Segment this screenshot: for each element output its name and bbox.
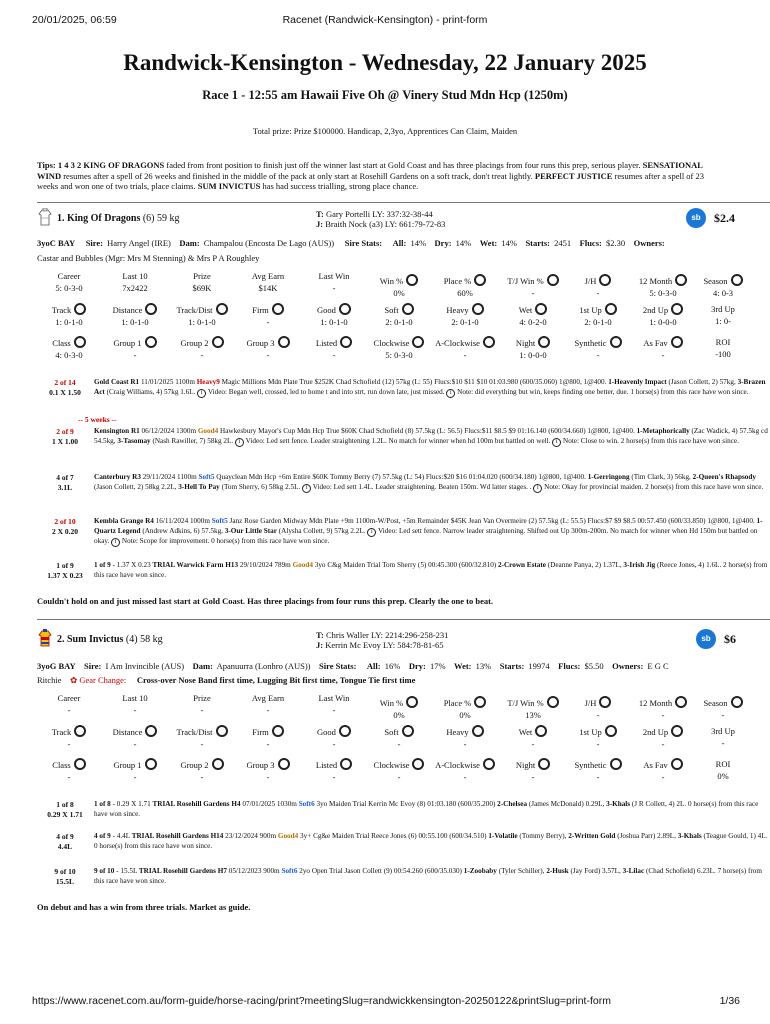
stat-prize: Prize - — [193, 693, 211, 715]
print-url: https://www.racenet.com.au/form-guide/horse-racing/print?meetingSlug=randwickkensington-20250122&printSlug=print-form — [32, 995, 611, 1007]
stat-wet: Wet - — [502, 725, 564, 750]
stat-up2: 2nd Up - — [632, 725, 694, 750]
stat-last10: Last 10 7x2422 — [122, 271, 148, 293]
info-icon[interactable] — [675, 696, 687, 708]
info-icon[interactable] — [340, 336, 352, 348]
runner-1-comment: Couldn't hold on and just missed last start at Gold Coast. Has three placings from four runs this prep. Clearly the one to beat. — [37, 596, 494, 606]
stat-prize: Prize $69K — [192, 271, 212, 293]
runner-2-name[interactable]: 2. Sum Invictus (4) 58 kg — [57, 634, 163, 645]
info-icon[interactable] — [272, 303, 284, 315]
stat-clockwise: Clockwise 5: 0-3-0 — [368, 336, 430, 361]
stat-up3: 3rd Up 1: 0- — [711, 304, 735, 326]
stat-listed: Listed - — [303, 336, 365, 361]
info-icon[interactable] — [547, 696, 559, 708]
info-icon[interactable] — [272, 725, 284, 737]
stat-asfav: As Fav - — [632, 758, 694, 783]
stat-wet: Wet 4: 0-2-0 — [518, 305, 547, 327]
jockey-silks-icon — [38, 629, 52, 647]
gear-icon: ✿ — [70, 675, 78, 685]
stat-clockwise: Clockwise - — [368, 758, 430, 783]
info-icon[interactable] — [412, 336, 424, 348]
stat-avg: Avg Earn - — [251, 693, 285, 715]
tips-paragraph: Tips: 1 4 3 2 KING OF DRAGONS faded from front position to finish just off the winner last start at Gold Coast and has three placings from four runs this prep, serious player. SENSATIONAL WIND resumes after a spell of 26 weeks and finished in the middle of the pack at only start at Rosehill Gardens on a soft track, don't treat lightly. PERFECT JUSTICE resumes after a spell of 23 weeks and won one of two trials, place claims. SUM INVICTUS has had success trialling, strong place chance. — [37, 160, 705, 191]
runner-2-odds[interactable]: $6 — [724, 632, 736, 646]
runner-2-info: 3yoG BAY Sire: I Am Invincible (AUS) Dam: Apanuurra (Lonhro (AUS)) Sire Stats: All: 16% Dry: 17% Wet: 13% Starts: 19974 Flucs: $5.50 Owners: E G C — [37, 661, 669, 671]
info-icon[interactable] — [605, 303, 617, 315]
stat-g3: Group 3 - — [237, 758, 299, 783]
stat-up1: 1st Up 2: 0-1-0 — [567, 303, 629, 328]
stat-night: Night 1: 0-0-0 — [502, 336, 564, 361]
stat-last10: Last 10 - — [122, 693, 148, 715]
info-icon[interactable] — [74, 336, 86, 348]
stat-place: Place % 0% — [434, 696, 496, 721]
info-icon[interactable] — [731, 274, 743, 286]
stat-asfav: As Fav - — [632, 336, 694, 361]
info-icon[interactable] — [145, 336, 157, 348]
info-icon[interactable] — [406, 696, 418, 708]
stat-lastwin: Last Win - — [318, 693, 350, 715]
runner-1-name[interactable]: 1. King Of Dragons (6) 59 kg — [57, 213, 180, 224]
stat-class: Class 4: 0-3-0 — [38, 336, 100, 361]
stat-track: Track - — [38, 725, 100, 750]
stat-win: Win % 0% — [368, 696, 430, 721]
info-icon[interactable] — [74, 303, 86, 315]
meeting-heading: Randwick-Kensington - Wednesday, 22 January 2025 — [123, 50, 647, 75]
stat-career: Career - — [57, 693, 81, 715]
stat-roi: ROI -100 — [715, 337, 731, 359]
stat-g2: Group 2 - — [171, 758, 233, 783]
info-icon[interactable] — [675, 274, 687, 286]
info-icon[interactable] — [145, 303, 157, 315]
info-icon[interactable] — [474, 696, 486, 708]
runner-2-connections: T: Chris Waller LY: 2214:296-258-231 J: Kerrin Mc Evoy LY: 584:78-81-65 — [316, 630, 449, 650]
info-icon[interactable] — [671, 336, 683, 348]
info-icon[interactable] — [278, 336, 290, 348]
info-icon[interactable] — [74, 725, 86, 737]
info-icon[interactable] — [212, 336, 224, 348]
stat-class: Class - — [38, 758, 100, 783]
info-icon[interactable] — [406, 274, 418, 286]
stat-trackdist: Track/Dist - — [171, 725, 233, 750]
stat-firm: Firm - — [237, 303, 299, 328]
info-icon[interactable] — [474, 274, 486, 286]
stat-win: Win % 0% — [368, 274, 430, 299]
info-icon[interactable] — [212, 758, 224, 770]
stat-aclock: A-Clockwise - — [434, 758, 496, 783]
info-icon[interactable] — [402, 725, 414, 737]
race-title: Race 1 - 12:55 am Hawaii Five Oh @ Vinery Stud Mdn Hcp (1250m) — [202, 88, 568, 102]
info-icon[interactable] — [278, 758, 290, 770]
stat-tjwin: T/J Win % 13% — [502, 696, 564, 721]
print-datetime: 20/01/2025, 06:59 — [32, 14, 117, 26]
runner-2-comment: On debut and has a win from three trials. Market as guide. — [37, 902, 251, 912]
info-icon[interactable] — [483, 758, 495, 770]
info-icon[interactable] — [483, 336, 495, 348]
info-icon[interactable] — [74, 758, 86, 770]
info-icon[interactable] — [535, 725, 547, 737]
stat-track: Track 1: 0-1-0 — [38, 303, 100, 328]
sportsbet-icon[interactable]: sb — [696, 629, 716, 649]
stat-m12: 12 Month 5: 0-3-0 — [632, 274, 694, 299]
stat-season: Season 4: 0-3 — [692, 274, 754, 299]
stat-synthetic: Synthetic - — [567, 336, 629, 361]
info-icon[interactable] — [731, 696, 743, 708]
info-icon[interactable] — [339, 303, 351, 315]
stat-g3: Group 3 - — [237, 336, 299, 361]
info-icon[interactable] — [535, 303, 547, 315]
stat-distance: Distance 1: 0-1-0 — [104, 303, 166, 328]
stat-place: Place % 60% — [434, 274, 496, 299]
stat-heavy: Heavy - — [434, 725, 496, 750]
info-icon[interactable] — [671, 758, 683, 770]
jockey-silks-icon — [38, 208, 52, 226]
info-icon[interactable] — [610, 758, 622, 770]
info-icon[interactable] — [412, 758, 424, 770]
stat-up3: 3rd Up - — [711, 726, 735, 748]
stat-up1: 1st Up - — [567, 725, 629, 750]
runner-1-owners: Castar and Bubbles (Mgr: Mrs M Stenning) & Mrs P A Roughley — [37, 253, 260, 263]
stat-jh: J/H - — [567, 274, 629, 299]
divider — [37, 619, 770, 620]
stat-night: Night - — [502, 758, 564, 783]
divider — [37, 202, 770, 203]
runner-1-odds[interactable]: $2.4 — [714, 211, 735, 225]
info-icon[interactable] — [610, 336, 622, 348]
runner-2-gear: Ritchie ✿ Gear Change: Cross-over Nose Band first time, Lugging Bit first time, Tongue Tie first time — [37, 675, 416, 685]
stat-avg: Avg Earn $14K — [251, 271, 285, 293]
stat-synthetic: Synthetic - — [567, 758, 629, 783]
weeks-separator: -- 5 weeks -- — [78, 415, 117, 424]
info-icon[interactable] — [216, 303, 228, 315]
stat-jh: J/H - — [567, 696, 629, 721]
info-icon[interactable] — [339, 725, 351, 737]
info-icon[interactable] — [605, 725, 617, 737]
stat-soft: Soft 2: 0-1-0 — [384, 305, 413, 327]
info-icon[interactable] — [340, 758, 352, 770]
stat-m12: 12 Month - — [632, 696, 694, 721]
stat-aclock: A-Clockwise - — [434, 336, 496, 361]
info-icon[interactable] — [145, 758, 157, 770]
info-icon[interactable] — [599, 696, 611, 708]
stat-firm: Firm - — [237, 725, 299, 750]
info-icon[interactable] — [599, 274, 611, 286]
runner-1-info: 3yoC BAY Sire: Harry Angel (IRE) Dam: Champalou (Encosta De Lago (AUS)) Sire Stats: All: 14% Dry: 14% Wet: 14% Starts: 2451 Flucs: $2.30 Owners: — [37, 238, 665, 248]
info-icon[interactable] — [472, 303, 484, 315]
info-icon[interactable] — [145, 725, 157, 737]
info-icon[interactable] — [216, 725, 228, 737]
info-icon[interactable] — [472, 725, 484, 737]
stat-lastwin: Last Win - — [318, 271, 350, 293]
stat-soft: Soft - — [368, 725, 430, 750]
stat-career: Career 5: 0-3-0 — [55, 271, 83, 293]
info-icon[interactable] — [671, 303, 683, 315]
runner-1-connections: T: Gary Portelli LY: 337:32-38-44 J: Braith Nock (a3) LY: 661:79-72-83 — [316, 209, 446, 229]
stat-up2: 2nd Up 1: 0-0-0 — [632, 303, 694, 328]
stat-g2: Group 2 - — [171, 336, 233, 361]
stat-g1: Group 1 - — [104, 336, 166, 361]
info-icon[interactable] — [547, 274, 559, 286]
info-icon[interactable] — [671, 725, 683, 737]
info-icon[interactable] — [538, 758, 550, 770]
stat-season: Season - — [692, 696, 754, 721]
stat-tjwin: T/J Win % - — [502, 274, 564, 299]
stat-listed: Listed - — [303, 758, 365, 783]
page-number: 1/36 — [719, 995, 740, 1007]
stat-trackdist: Track/Dist 1: 0-1-0 — [171, 303, 233, 328]
race-prize: Total prize: Prize $100000. Handicap, 2,3yo, Apprentices Can Claim, Maiden — [252, 126, 518, 136]
stat-distance: Distance - — [104, 725, 166, 750]
stat-good: Good 1: 0-1-0 — [303, 303, 365, 328]
print-title: Racenet (Randwick-Kensington) - print-form — [282, 14, 488, 26]
info-icon[interactable] — [402, 303, 414, 315]
sportsbet-icon[interactable]: sb — [686, 208, 706, 228]
info-icon[interactable] — [538, 336, 550, 348]
stat-g1: Group 1 - — [104, 758, 166, 783]
stat-roi: ROI 0% — [715, 759, 731, 781]
stat-heavy: Heavy 2: 0-1-0 — [434, 303, 496, 328]
stat-good: Good - — [303, 725, 365, 750]
